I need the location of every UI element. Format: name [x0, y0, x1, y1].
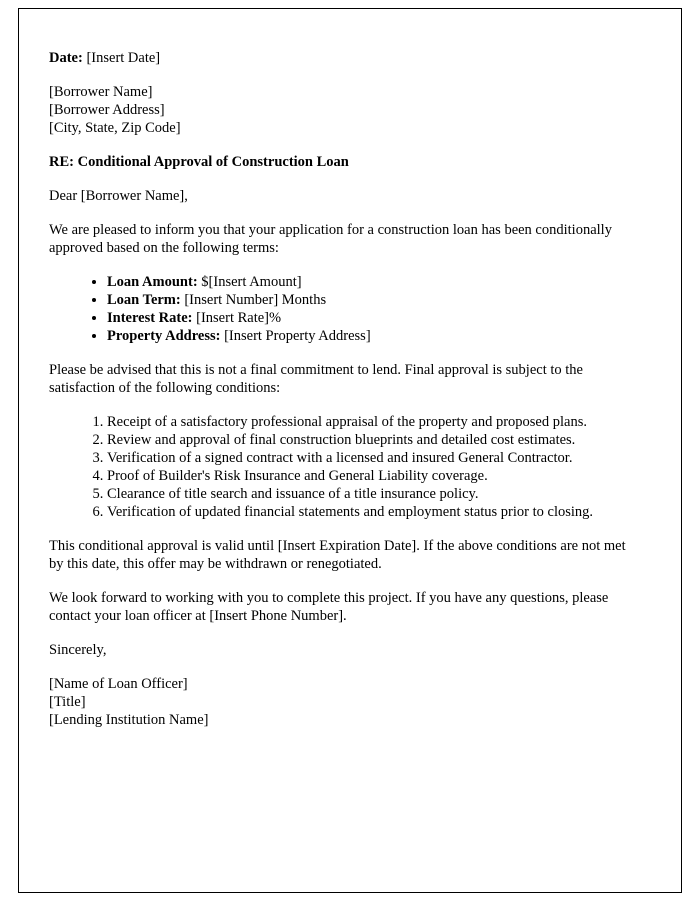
- condition-item: 1. Receipt of a satisfactory professional appraisal of the property and proposed plans.: [107, 413, 641, 431]
- term-interest-rate: [107, 309, 641, 327]
- recipient-address: [Borrower Address]: [49, 102, 165, 118]
- term-loan-term-value: [Insert Number] Months: [180, 292, 327, 308]
- term-property-address-label: Property Address:: [107, 328, 221, 344]
- recipient-block: [49, 83, 641, 137]
- term-loan-amount-label: Loan Amount:: [107, 274, 198, 290]
- condition-item: 5. Clearance of title search and issuance of a title insurance policy.: [107, 485, 641, 503]
- term-property-address: [107, 327, 641, 345]
- term-interest-rate-label: Interest Rate:: [107, 310, 193, 326]
- recipient-name: [Borrower Name]: [49, 84, 153, 100]
- sign-off: Sincerely,: [49, 642, 107, 658]
- loan-terms-list: [49, 273, 641, 345]
- term-loan-amount: [107, 273, 641, 291]
- conditions-intro-paragraph: Please be advised that this is not a final commitment to lend. Final approval is subject to the satisfaction of the following conditions:: [49, 362, 583, 396]
- intro-paragraph: We are pleased to inform you that your application for a construction loan has been conditionally approved based on the following terms:: [49, 222, 612, 256]
- condition-item: 6. Verification of updated financial statements and employment status prior to closing.: [107, 503, 641, 521]
- date-value: [Insert Date]: [82, 50, 161, 66]
- condition-item: 3. Verification of a signed contract with a licensed and insured General Contractor.: [107, 449, 641, 467]
- condition-item: 2. Review and approval of final construction blueprints and detailed cost estimates.: [107, 431, 641, 449]
- salutation: Dear [Borrower Name],: [49, 188, 188, 204]
- term-loan-term: [107, 291, 641, 309]
- signature-name: [Name of Loan Officer]: [49, 676, 188, 692]
- term-loan-amount-value: $[Insert Amount]: [197, 274, 302, 290]
- date-line: [49, 49, 641, 67]
- signature-block: [49, 675, 641, 729]
- condition-item: 4. Proof of Builder's Risk Insurance and General Liability coverage.: [107, 467, 641, 485]
- letter-page: [18, 8, 682, 893]
- term-interest-rate-value: [Insert Rate]%: [192, 310, 282, 326]
- signature-institution: [Lending Institution Name]: [49, 712, 209, 728]
- date-label: Date:: [49, 50, 83, 66]
- closing-paragraph: We look forward to working with you to complete this project. If you have any questions, please contact your loan officer at [Insert Phone Number].: [49, 590, 609, 624]
- term-loan-term-label: Loan Term:: [107, 292, 181, 308]
- signature-title: [Title]: [49, 694, 86, 710]
- conditions-list: [49, 413, 641, 521]
- term-property-address-value: [Insert Property Address]: [220, 328, 371, 344]
- subject-line: RE: Conditional Approval of Construction Loan: [49, 154, 349, 170]
- recipient-city-state-zip: [City, State, Zip Code]: [49, 120, 181, 136]
- validity-paragraph: This conditional approval is valid until [Insert Expiration Date]. If the above conditions are not met by this date, this offer may be withdrawn or renegotiated.: [49, 538, 626, 572]
